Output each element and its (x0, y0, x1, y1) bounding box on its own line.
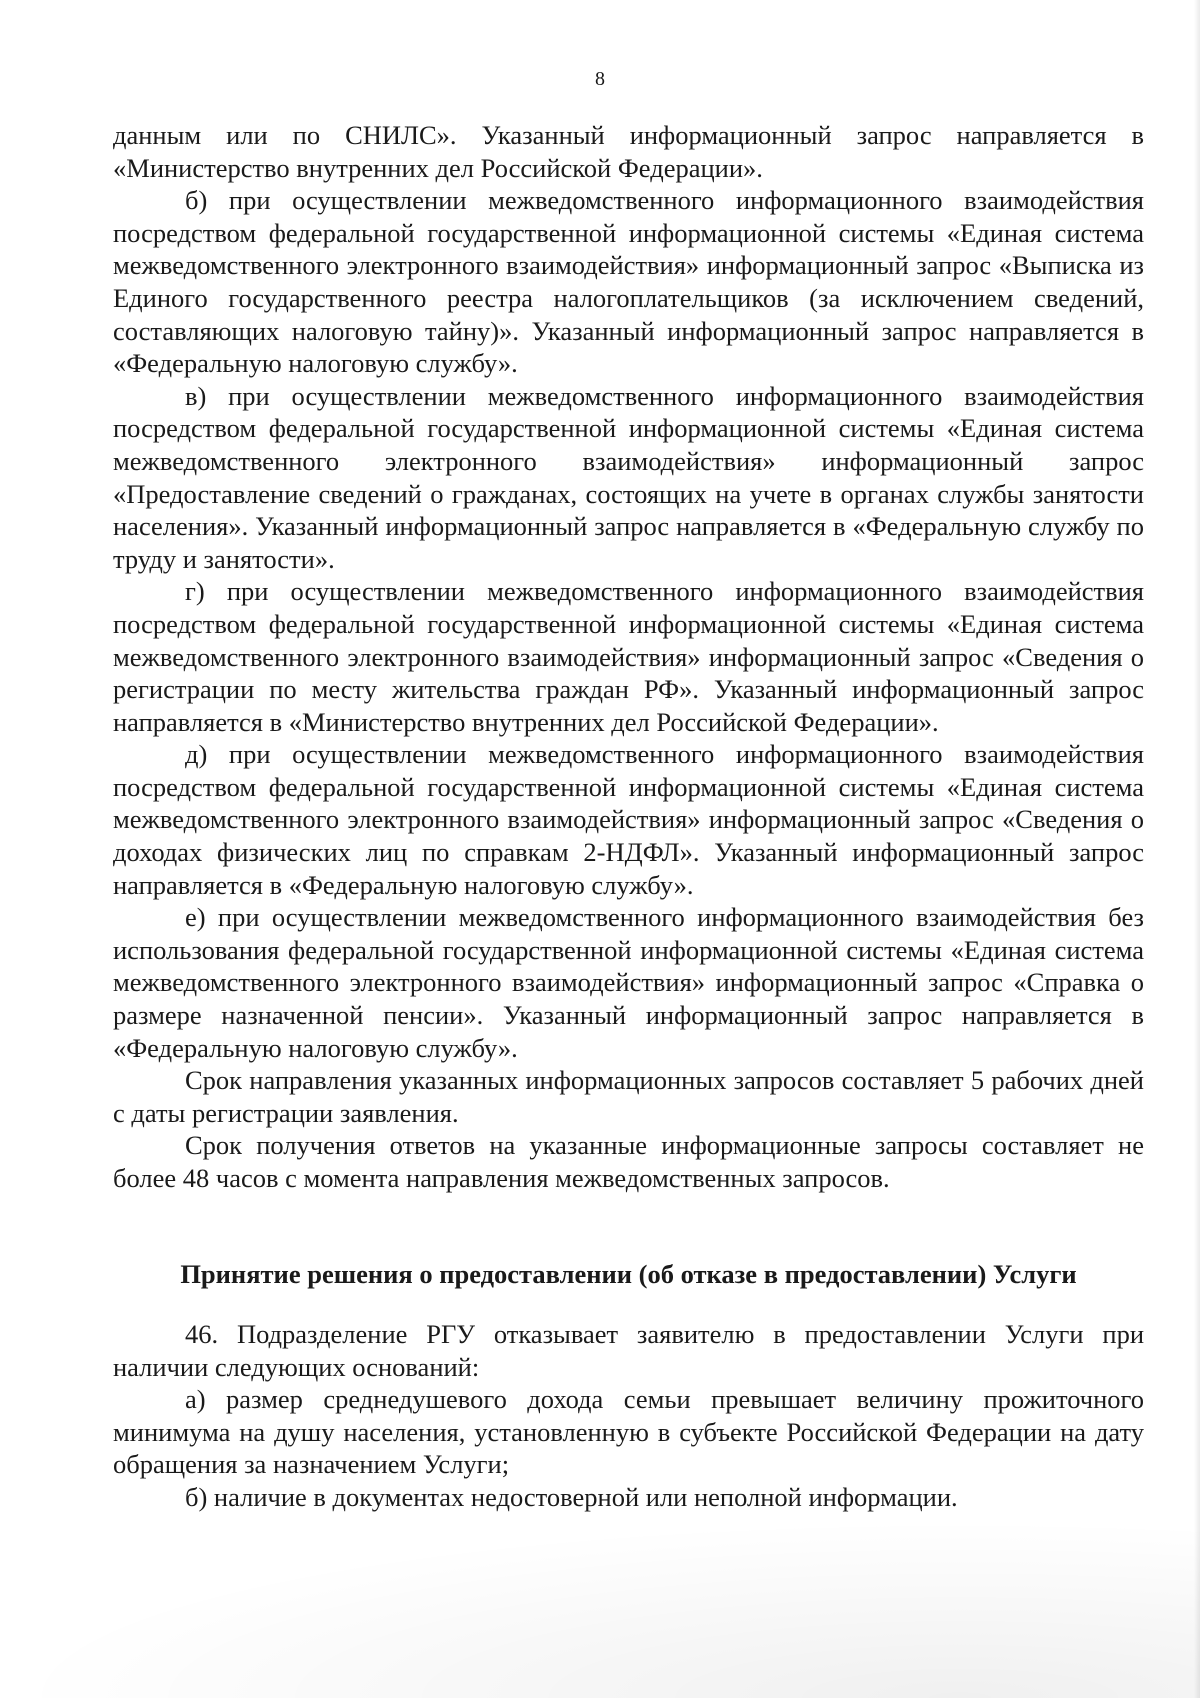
paragraph-item-d: д) при осуществлении межведомственного информационного взаимодействия посредством федеральной государственной информационной системы «Единая система межведомственного электронного взаимодействия» информационный запрос «Сведения о доходах физических лиц по справкам 2-НДФЛ». Указанный информационный запрос направляется в «Федеральную налоговую службу». (113, 739, 1144, 900)
paragraph-item-b: б) при осуществлении межведомственного информационного взаимодействия посредством федеральной государственной информационной системы «Единая система межведомственного электронного взаимодействия» информационный запрос «Выписка из Единого государственного реестра налогоплательщиков (за исключением сведений, составляющих налоговую тайну)». Указанный информационный запрос направляется в «Федеральную налоговую службу». (113, 185, 1144, 379)
page-number: 8 (595, 68, 605, 90)
paragraph-item-v: в) при осуществлении межведомственного информационного взаимодействия посредством федеральной государственной информационной системы «Единая система межведомственного электронного взаимодействия» информационный запрос «Предоставление сведений о гражданах, состоящих на учете в органах службы занятости населения». Указанный информационный запрос направляется в «Федеральную службу по труду и занятости». (113, 380, 1144, 574)
section-heading: Принятие решения о предоставлении (об отказе в предоставлении) Услуги (180, 1259, 1077, 1289)
paragraph-46: 46. Подразделение РГУ отказывает заявителю в предоставлении Услуги при наличии следующих оснований: (113, 1319, 1144, 1382)
body-text-bottom (113, 1318, 1144, 1514)
scan-noise (0, 1518, 1200, 1698)
paragraph-request-deadline: Срок направления указанных информационных запросов составляет 5 рабочих дней с даты регистрации заявления. (113, 1065, 1144, 1128)
paragraph-ground-b: б) наличие в документах недостоверной или неполной информации. (185, 1481, 958, 1512)
paragraph-item-e: е) при осуществлении межведомственного информационного взаимодействия без использования федеральной государственной информационной системы «Единая система межведомственного электронного взаимодействия» информационный запрос «Справка о размере назначенной пенсии». Указанный информационный запрос направляется в «Федеральную налоговую службу». (113, 902, 1144, 1063)
paragraph-item-g: г) при осуществлении межведомственного информационного взаимодействия посредством федеральной государственной информационной системы «Единая система межведомственного электронного взаимодействия» информационный запрос «Сведения о регистрации по месту жительства граждан РФ». Указанный информационный запрос направляется в «Министерство внутренних дел Российской Федерации». (113, 576, 1144, 737)
body-text-top (113, 119, 1144, 1195)
paragraph-response-deadline: Срок получения ответов на указанные информационные запросы составляет не более 48 часов с момента направления межведомственных запросов. (113, 1130, 1144, 1193)
paragraph-continuation: данным или по СНИЛС». Указанный информационный запрос направляется в «Министерство внутренних дел Российской Федерации». (113, 120, 1144, 183)
scan-edge-shadow (1194, 0, 1200, 1698)
paragraph-ground-a: а) размер среднедушевого дохода семьи превышает величину прожиточного минимума на душу населения, установленную в субъекте Российской Федерации на дату обращения за назначением Услуги; (113, 1384, 1144, 1480)
